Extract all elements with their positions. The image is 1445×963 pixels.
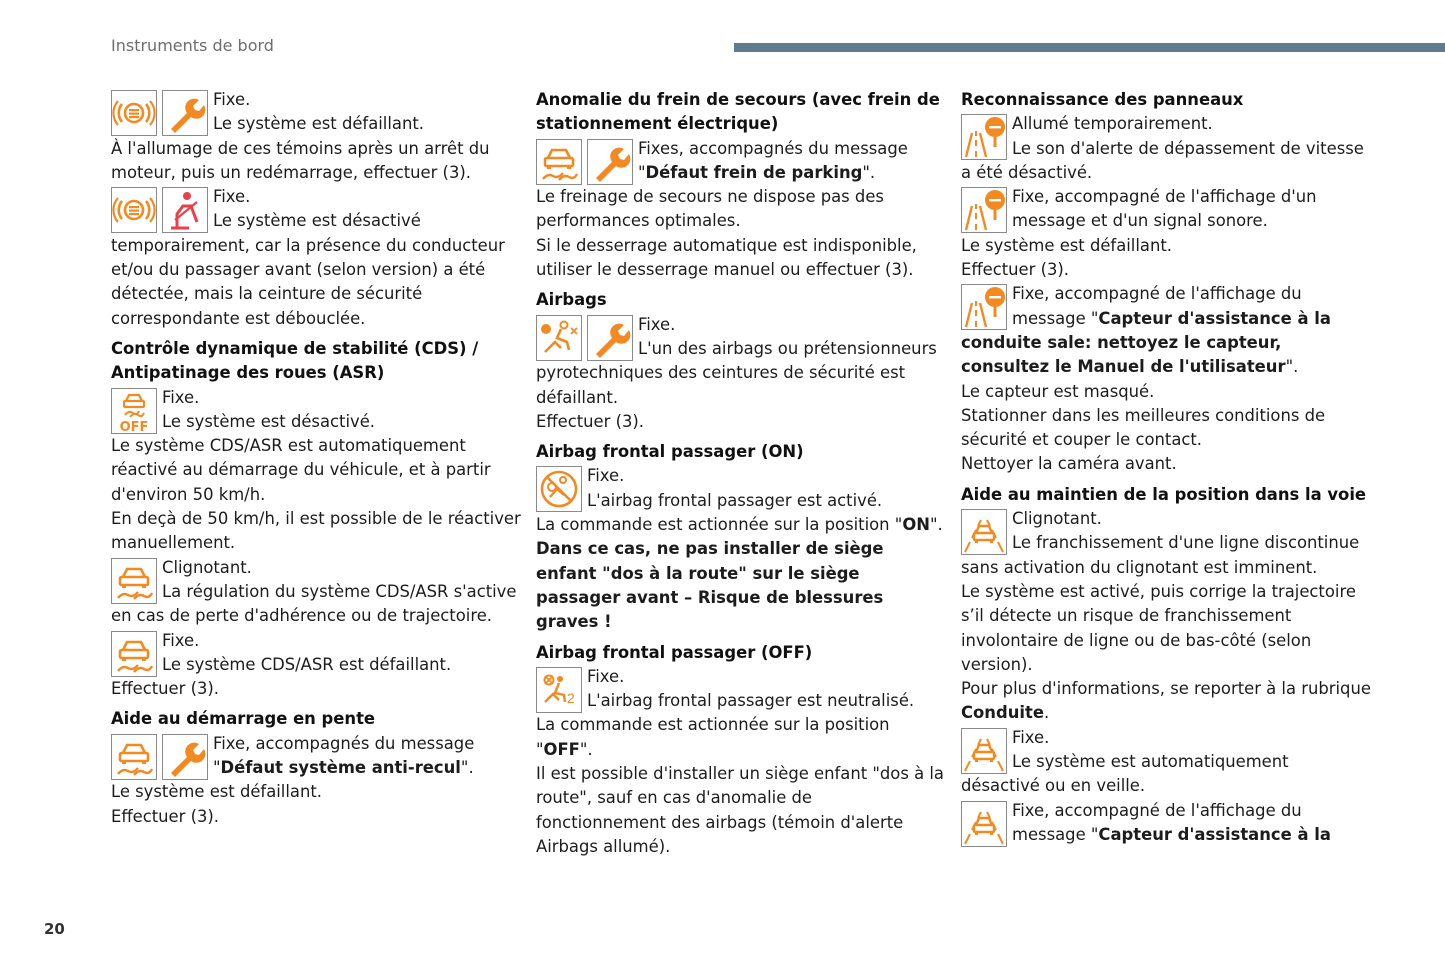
text: L'un des airbags ou prétensionneurs pyrotechniques des ceintures de sécurité est défaillant. xyxy=(536,338,937,407)
text: Le système est désactivé. xyxy=(162,411,376,431)
text: La régulation du système CDS/ASR s'active en cas de perte d'adhérence ou de trajectoire. xyxy=(111,581,517,626)
airbag-icon xyxy=(536,315,582,361)
text: Le système est défaillant. xyxy=(111,782,322,802)
heading-lane-keeping: Aide au maintien de la position dans la voie xyxy=(961,484,1367,504)
brake-warning-icon xyxy=(111,187,157,233)
text: Nettoyer la caméra avant. xyxy=(961,454,1177,474)
heading-airbag-off: Airbag frontal passager (OFF) xyxy=(536,642,813,662)
text: Le système CDS/ASR est automatiquement réactivé au démarrage du véhicule, et à partir d'environ 50 km/h. xyxy=(111,436,491,504)
text: Fixe. xyxy=(1012,727,1050,747)
text: Fixe. xyxy=(587,466,625,486)
text: Clignotant. xyxy=(1012,509,1102,529)
cds-car-icon xyxy=(536,139,582,185)
text: Effectuer (3). xyxy=(111,679,220,699)
text: Le capteur est masqué. xyxy=(961,381,1155,401)
cds-off-icon xyxy=(111,388,157,434)
text: Fixe, accompagné de l'affichage d'un message et d'un signal sonore. xyxy=(1012,187,1317,231)
text: Fixe. xyxy=(587,666,625,686)
wrench-icon xyxy=(162,90,208,136)
text: Fixe. xyxy=(638,314,676,334)
text: Fixes, accompagnés du message "Défaut frein de parking". xyxy=(638,138,908,182)
brake-warning-icon xyxy=(111,90,157,136)
text: Le système est désactivé temporairement, car la présence du conducteur et/ou du passager avant (selon version) a été détectée, mais la ceinture de sécurité correspondante est débouclée. xyxy=(111,211,505,328)
heading-airbag-on: Airbag frontal passager (ON) xyxy=(536,442,804,462)
text: Stationner dans les meilleures conditions de sécurité et couper le contact. xyxy=(961,405,1326,450)
cds-car-icon xyxy=(111,631,157,677)
airbag-on-icon xyxy=(536,466,582,512)
text: Le système est automatiquement désactivé ou en veille. xyxy=(961,752,1289,796)
text: Il est possible d'installer un siège enfant "dos à la route", sauf en cas d'anomalie de fonctionnement des airbags (témoin d'alerte Airbags allumé). xyxy=(536,764,944,856)
lane-assist-icon xyxy=(961,801,1007,847)
wrench-icon xyxy=(162,734,208,780)
sign-recognition-icon xyxy=(961,114,1007,160)
column-1 xyxy=(111,88,521,829)
column-2 xyxy=(536,88,946,859)
text: Fixe. xyxy=(162,630,200,650)
wrench-icon xyxy=(587,139,633,185)
text: Le système est défaillant. xyxy=(961,235,1172,255)
text: Fixe. xyxy=(162,387,200,407)
lane-assist-icon xyxy=(961,728,1007,774)
off-label: OFF xyxy=(119,419,149,433)
heading-emergency-brake: Anomalie du frein de secours (avec frein de stationnement électrique) xyxy=(536,90,940,134)
cds-car-icon xyxy=(111,558,157,604)
text: Le son d'alerte de dépassement de vitesse a été désactivé. xyxy=(961,138,1364,182)
text: Si le desserrage automatique est indisponible, utiliser le desserrage manuel ou effectuer (3). xyxy=(536,235,917,280)
seatbelt-icon xyxy=(162,187,208,233)
text: Le système est défaillant. xyxy=(213,114,424,134)
heading-sign-recognition: Reconnaissance des panneaux xyxy=(961,90,1244,109)
page-number: 20 xyxy=(44,920,65,938)
text: Effectuer (3). xyxy=(961,260,1070,280)
text: Le freinage de secours ne dispose pas des performances optimales. xyxy=(536,187,884,231)
text: Effectuer (3). xyxy=(536,411,645,431)
text: À l'allumage de ces témoins après un arrêt du moteur, puis un redémarrage, effectuer (3). xyxy=(111,138,490,182)
text: Fixe. xyxy=(213,187,251,207)
text: Le système CDS/ASR est défaillant. xyxy=(162,654,452,674)
text: Fixe, accompagné de l'affichage du message "Capteur d'assistance à la xyxy=(1012,800,1331,844)
text: En deçà de 50 km/h, il est possible de le réactiver manuellement. xyxy=(111,509,521,553)
column-3 xyxy=(961,88,1371,847)
text: La commande est actionnée sur la position "OFF". xyxy=(536,715,890,759)
wrench-icon xyxy=(587,315,633,361)
cds-car-icon xyxy=(111,734,157,780)
text: La commande est actionnée sur la position "ON". xyxy=(536,515,943,535)
text: Fixe. xyxy=(213,90,251,109)
text: Clignotant. xyxy=(162,557,252,577)
lane-assist-icon xyxy=(961,509,1007,555)
text: Le système est activé, puis corrige la trajectoire s’il détecte un risque de franchissement involontaire de ligne ou de bas-côté (selon version). xyxy=(961,581,1356,674)
text: Effectuer (3). xyxy=(111,806,220,826)
text: L'airbag frontal passager est neutralisé. xyxy=(587,691,915,711)
text: Allumé temporairement. xyxy=(1012,114,1213,134)
sign-recognition-icon xyxy=(961,284,1007,330)
text: L'airbag frontal passager est activé. xyxy=(587,490,883,510)
text: Fixe, accompagnés du message "Défaut système anti-recul". xyxy=(213,733,475,778)
sign-recognition-icon xyxy=(961,187,1007,233)
header-bar xyxy=(734,43,1445,52)
warning-text: Dans ce cas, ne pas installer de siège enfant "dos à la route" sur le siège passager avant – Risque de blessures graves ! xyxy=(536,539,884,632)
airbag-off-icon xyxy=(536,667,582,713)
heading-hill-start: Aide au démarrage en pente xyxy=(111,709,376,729)
heading-cds-asr: Contrôle dynamique de stabilité (CDS) / Antipatinage des roues (ASR) xyxy=(111,338,479,383)
text: Le franchissement d'une ligne discontinue sans activation du clignotant est imminent. xyxy=(961,533,1360,577)
section-header: Instruments de bord xyxy=(111,36,274,55)
text: Pour plus d'informations, se reporter à la rubrique Conduite. xyxy=(961,679,1371,723)
heading-airbags: Airbags xyxy=(536,290,607,310)
text: Fixe, accompagné de l'affichage du message "Capteur d'assistance à la conduite sale: nettoyez le capteur, consultez le Manuel de l'utilisateur". xyxy=(961,284,1331,377)
